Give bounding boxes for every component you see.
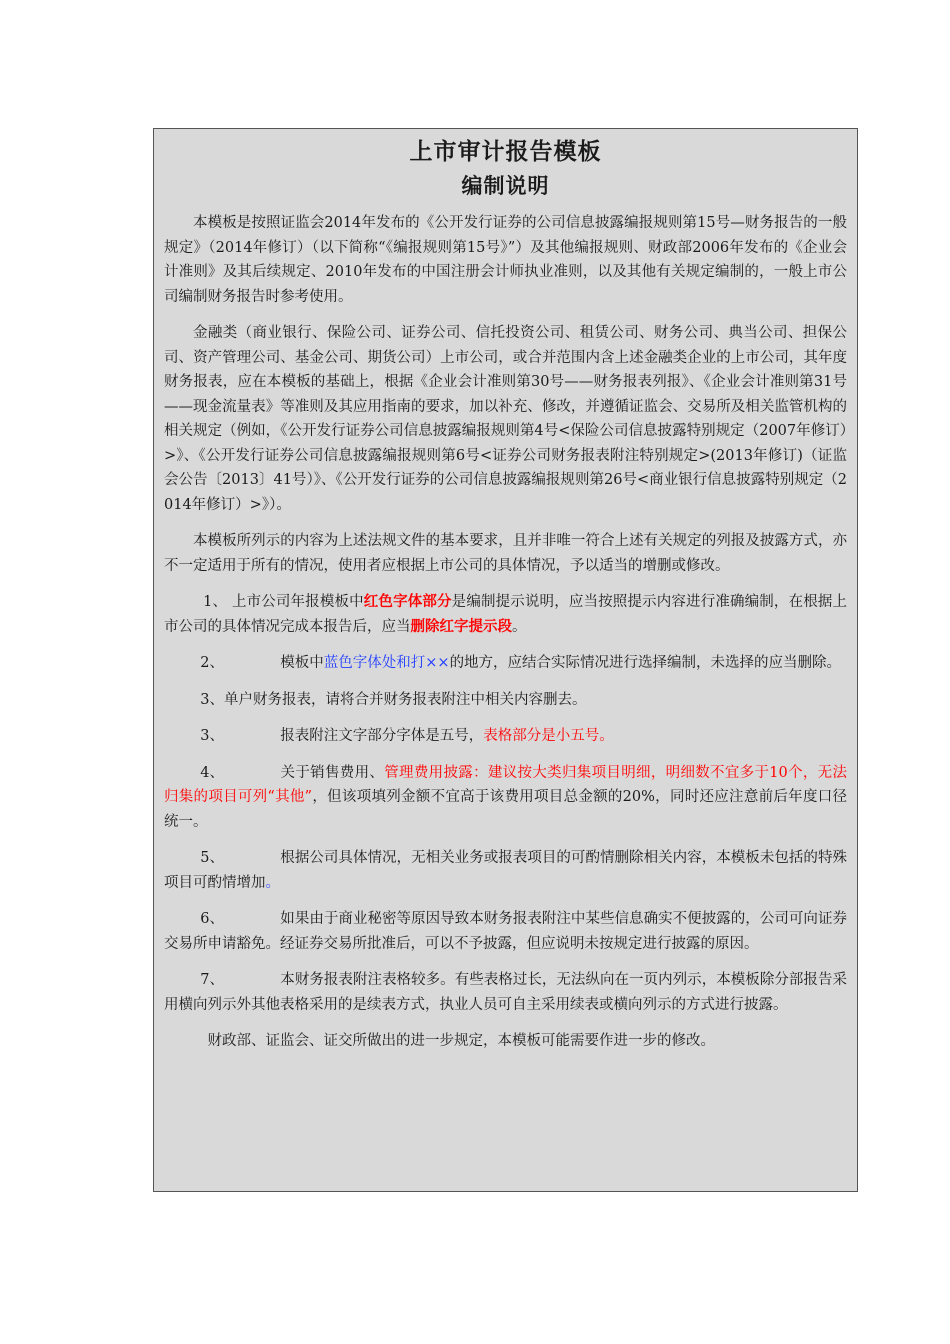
note-item-4 [164, 724, 847, 749]
instructions-box [153, 128, 858, 1192]
intro-paragraph: 本模板是按照证监会2014年发布的《公开发行证券的公司信息披露编报规则第15号—财务报告的一般规定》（2014年修订）（以下简称“《编报规则第15号》”）及其他编报规则、财政部2006年发布的《企业会计准则》及其后续规定、2010年发布的中国注册会计师执业准则，以及其他有关规定编制的，一般上市公司编制财务报告时参考使用。 [164, 215, 847, 305]
document-title: 上市审计报告模板 [409, 138, 602, 165]
note-item-6-text-b: 。 [265, 874, 280, 891]
note-item-1-text-e: 。 [512, 618, 527, 635]
note-item-4-number: 3、 [200, 728, 224, 744]
financial-company-paragraph: 金融类（商业银行、保险公司、证券公司、信托投资公司、租赁公司、财务公司、典当公司、担保公司、资产管理公司、基金公司、期货公司）上市公司，或合并范围内含上述金融类企业的上市公司，其年度财务报表，应在本模板的基础上，根据《企业会计准则第30号——财务报表列报》、《企业会计准则第31号——现金流量表》等准则及其应用指南的要求，加以补充、修改，并遵循证监会、交易所及相关监管机构的相关规定（例如，《公开发行证券公司信息披露编报规则第4号<保险公司信息披露特别规定（2007年修订）>》、《公开发行证券公司信息披露编报规则第6号<证券公司财务报表附注特别规定>(2013年修订)（证监会公告〔2013〕41号）》、《公开发行证券的公司信息披露编报规则第26号<商业银行信息披露特别规定（2014年修订）>》）。 [164, 325, 847, 513]
note-item-2-number: 2、 [200, 655, 224, 671]
note-item-8-text-a: 本财务报表附注表格较多。有些表格过长，无法纵向在一页内列示，本模板除分部报告采用横向列示外其他表格采用的是续表方式，执业人员可自主采用续表或横向列示的方式进行披露。 [164, 972, 847, 1013]
note-item-5-highlight-red: 管理费用披露：建议按大类归集项目明细，明细数不宜多于10个，无法归集的项目可列“其他” [164, 764, 847, 805]
note-item-2 [164, 651, 847, 676]
note-item-3: 3、单户财务报表，请将合并财务报表附注中相关内容删去。 [200, 691, 587, 708]
note-item-7-text-a: 如果由于商业秘密等原因导致本财务报表附注中某些信息确实不便披露的，公司可向证券交易所申请豁免。经证券交易所批准后，可以不予披露，但应说明未按规定进行披露的原因。 [164, 911, 847, 952]
note-item-1-number: 1、 [203, 594, 228, 610]
note-item-5-text-a: 关于销售费用、 [280, 764, 385, 781]
note-item-1-text-c: 是编制提示说明，应当按照提示内容进行准确编制，在根据上市公司的具体情况完成本报告后，应当 [164, 594, 848, 635]
note-item-4-text-a: 报表附注文字部分字体是五号， [280, 728, 484, 744]
closing-paragraph: 财政部、证监会、证交所做出的进一步规定，本模板可能需要作进一步的修改。 [207, 1033, 715, 1049]
note-item-8 [164, 968, 847, 1017]
note-item-1 [164, 590, 847, 639]
note-item-6-text-a: 根据公司具体情况，无相关业务或报表项目的可酌情删除相关内容，本模板未包括的特殊项目可酌情增加 [164, 850, 847, 891]
note-item-5 [164, 761, 847, 835]
note-item-2-text-c: 的地方，应结合实际情况进行选择编制，未选择的应当删除。 [449, 655, 842, 671]
note-item-6 [164, 846, 847, 895]
note-item-5-text-c: ，但该项填列金额不宜高于该费用项目总金额的20%，同时还应注意前后年度口径统一。 [164, 789, 847, 830]
note-item-4-highlight-red: 表格部分是小五号。 [483, 728, 614, 744]
note-item-2-text-a: 模板中 [280, 655, 324, 671]
note-item-7 [164, 907, 847, 956]
note-item-5-number: 4、 [200, 764, 224, 781]
note-item-8-number: 7、 [200, 972, 224, 988]
note-item-1-text-a: 上市公司年报模板中 [231, 594, 364, 610]
note-item-1-highlight-delete: 删除红字提示段 [410, 617, 512, 635]
note-item-1-highlight-red: 红色字体部分 [363, 593, 452, 610]
scope-paragraph: 本模板所列示的内容为上述法规文件的基本要求，且并非唯一符合上述有关规定的列报及披露方式，亦不一定适用于所有的情况，使用者应根据上市公司的具体情况，予以适当的增删或修改。 [164, 533, 847, 574]
note-item-6-number: 5、 [200, 850, 224, 866]
note-item-2-highlight-blue: 蓝色字体处和打×× [323, 655, 450, 671]
document-subtitle: 编制说明 [461, 173, 550, 198]
note-item-7-number: 6、 [200, 911, 224, 927]
